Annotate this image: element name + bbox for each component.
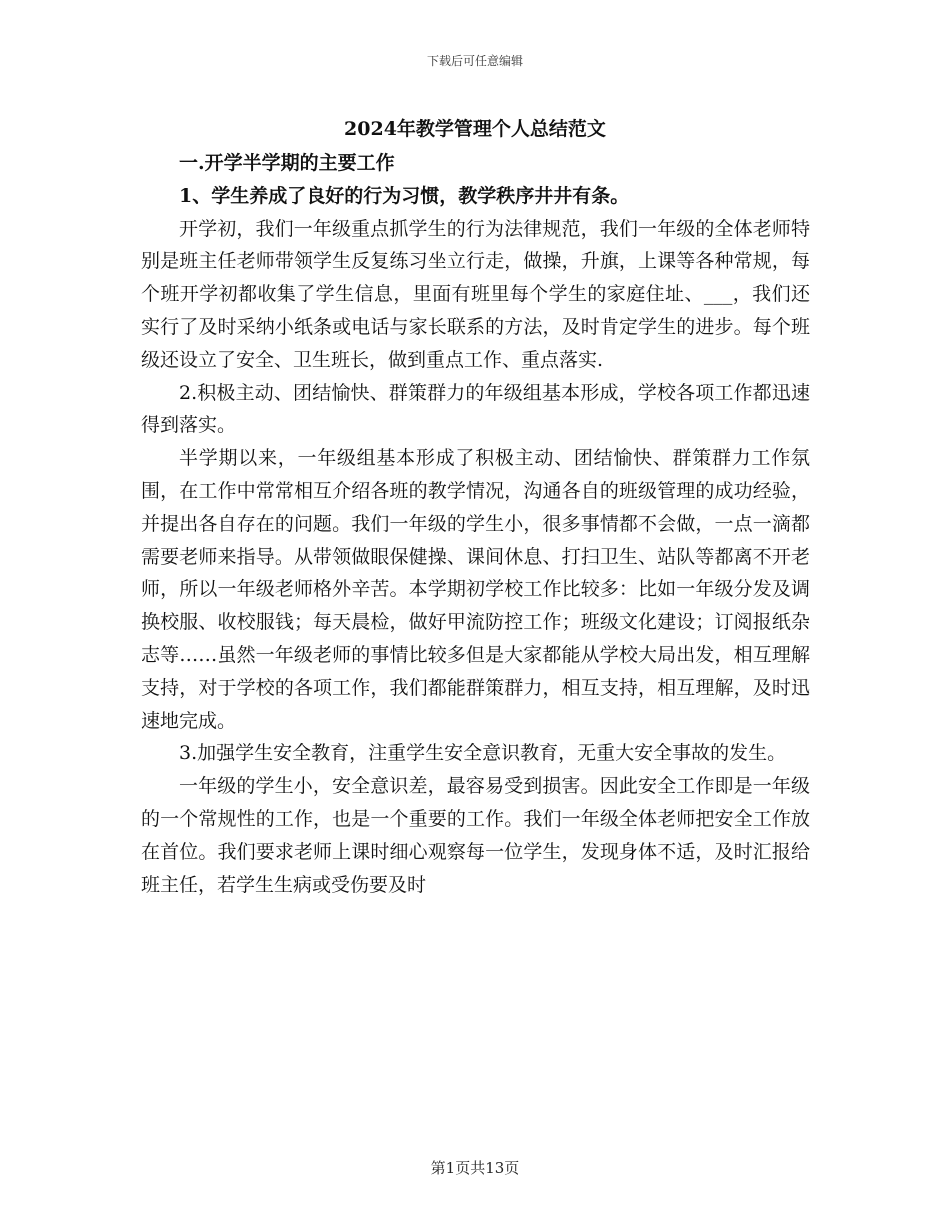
document-body bbox=[141, 147, 810, 901]
page-number-footer: 第1页共13页 bbox=[430, 1159, 520, 1177]
document-title: 2024年教学管理个人总结范文 bbox=[344, 118, 606, 140]
page-header: 下载后可任意编辑 bbox=[426, 54, 523, 68]
paragraph-2: 半学期以来，一年级组基本形成了积极主动、团结愉快、群策群力工作氛围，在工作中常常相互介绍各班的教学情况，沟通各自的班级管理的成功经验，并提出各自存在的问题。我们一年级的学生小，很多事情都不会做，一点一滴都需要老师来指导。从带领做眼保健操、课间休息、打扫卫生、站队等都离不开老师，所以一年级老师格外辛苦。本学期初学校工作比较多：比如一年级分发及调换校服、收校服钱；每天晨检，做好甲流防控工作；班级文化建设；订阅报纸杂志等……虽然一年级老师的事情比较多但是大家都能从学校大局出发，相互理解支持，对于学校的各项工作，我们都能群策群力，相互支持，相互理解，及时迅速地完成。 bbox=[141, 447, 810, 732]
subsection-heading-3: 3.加强学生安全教育，注重学生安全意识教育，无重大安全事故的发生。 bbox=[179, 742, 787, 765]
section-heading: 一.开学半学期的主要工作 bbox=[179, 152, 395, 174]
paragraph-1: 开学初，我们一年级重点抓学生的行为法律规范，我们一年级的全体老师特别是班主任老师带领学生反复练习坐立行走，做操，升旗，上课等各种常规，每个班开学初都收集了学生信息，里面有班里每个学生的家庭住址、___，我们还实行了及时采纳小纸条或电话与家长联系的方法，及时肯定学生的进步。每个班级还设立了安全、卫生班长，做到重点工作、重点落实. bbox=[141, 217, 810, 371]
paragraph-3: 一年级的学生小，安全意识差，最容易受到损害。因此安全工作即是一年级的一个常规性的工作，也是一个重要的工作。我们一年级全体老师把安全工作放在首位。我们要求老师上课时细心观察每一位学生，发现身体不适，及时汇报给班主任，若学生生病或受伤要及时 bbox=[141, 775, 810, 896]
subsection-heading-2: 2.积极主动、团结愉快、群策群力的年级组基本形成，学校各项工作都迅速得到落实。 bbox=[141, 381, 810, 437]
subsection-heading-1: 1、学生养成了良好的行为习惯，教学秩序井井有条。 bbox=[179, 184, 630, 207]
